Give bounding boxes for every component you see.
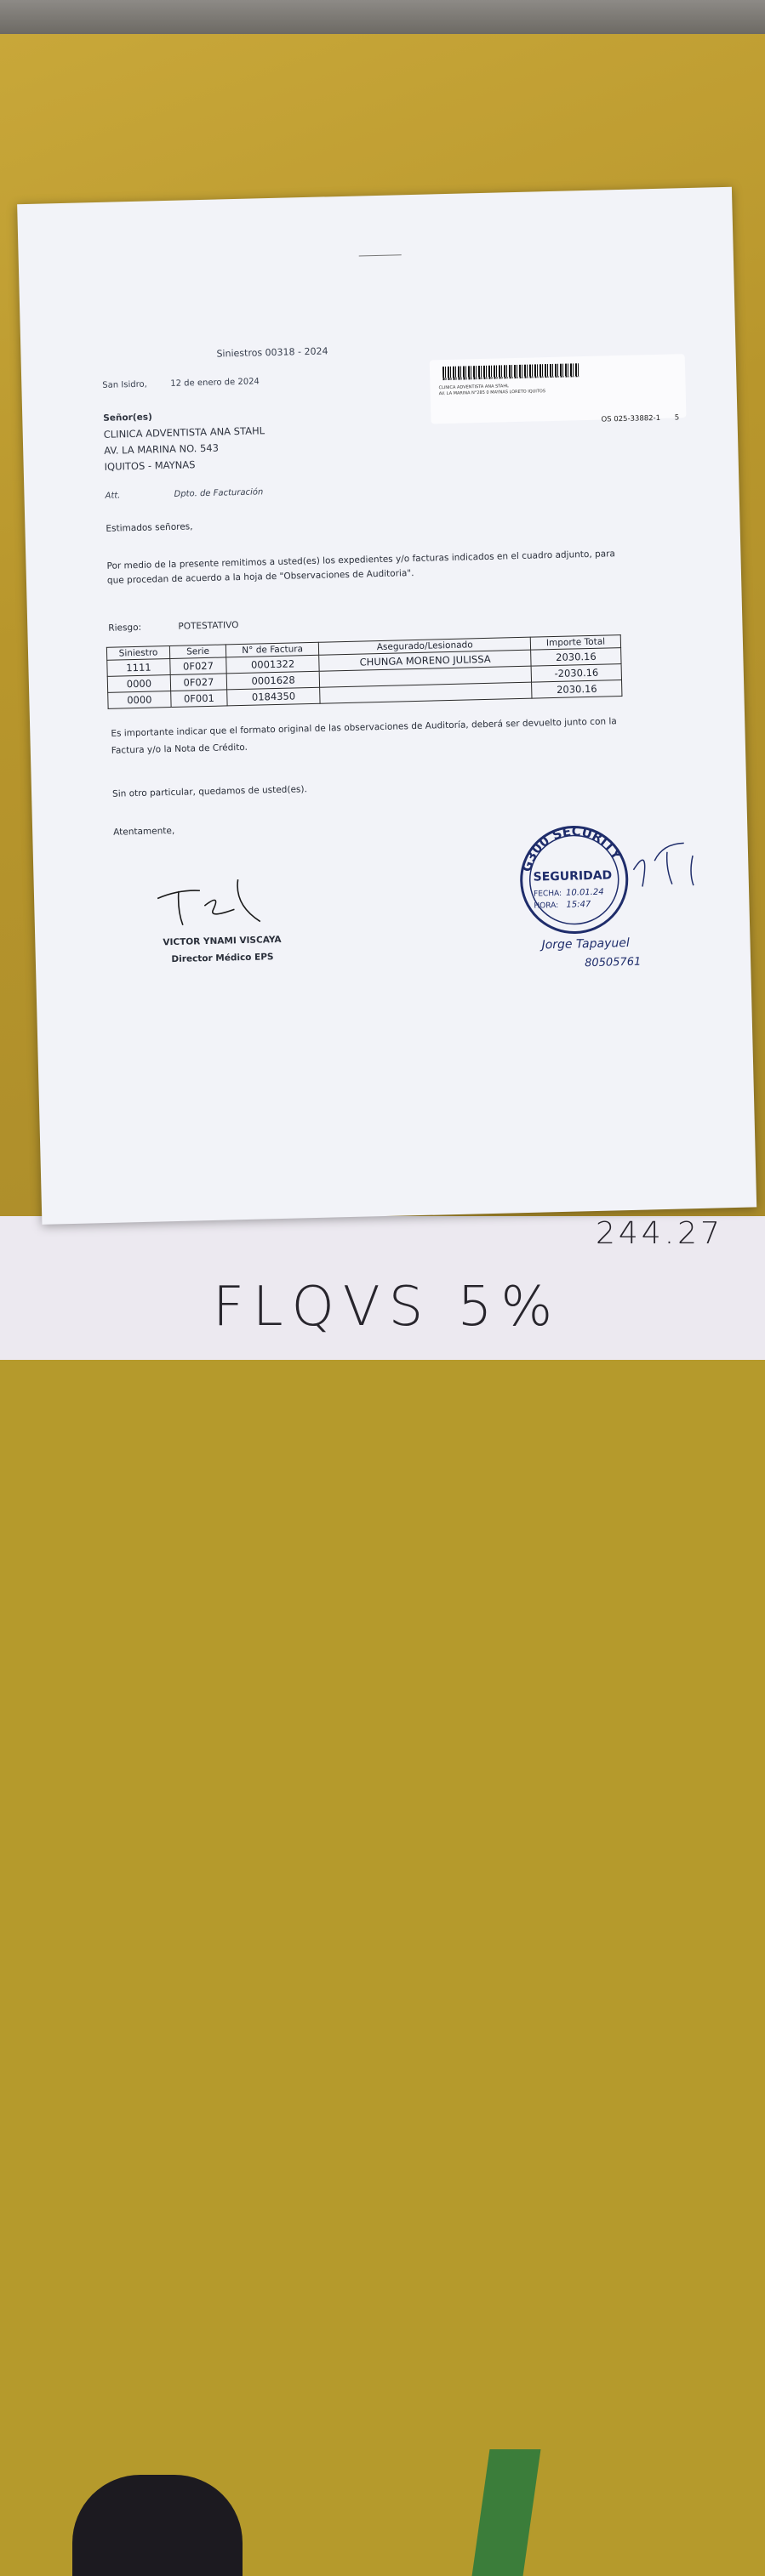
- sticker-line-2: AV. LA MARINA N°285 0 MAYNAS LORETO IQUITOS: [438, 389, 546, 397]
- top-strip: [0, 0, 765, 34]
- pen: [472, 2449, 541, 2576]
- reception-sticker: [430, 354, 687, 424]
- cell: 2030.16: [532, 680, 622, 699]
- col-factura: N° de Factura: [226, 642, 318, 657]
- stamp-fecha-value: 10.01.24: [565, 887, 604, 898]
- cell: 0000: [107, 675, 170, 693]
- col-serie: Serie: [169, 645, 226, 659]
- risk-value: POTESTATIVO: [178, 620, 239, 632]
- closing: Atentamente,: [113, 825, 175, 838]
- att-value: Dpto. de Facturación: [174, 487, 264, 499]
- stamp-hora-label: HORA:: [534, 901, 559, 911]
- stamp-handwritten-id: 80505761: [584, 955, 642, 970]
- place: San Isidro,: [102, 379, 147, 390]
- handwritten-number: 244.27: [596, 1216, 723, 1251]
- barcode-icon: [442, 363, 579, 380]
- stamp-center: SEGURIDAD: [533, 868, 613, 884]
- recipient-line: CLINICA ADVENTISTA ANA STAHL: [103, 424, 265, 441]
- cell: 0F027: [170, 657, 227, 675]
- salutation-label: Señor(es): [103, 412, 152, 424]
- stamp-ring-text: G300 SECURITY: [518, 823, 625, 874]
- col-siniestro: Siniestro: [106, 646, 169, 661]
- recipient-line: IQUITOS - MAYNAS: [104, 458, 196, 473]
- invoice-table: [106, 634, 623, 709]
- cell: 0F001: [171, 690, 228, 708]
- cell: 0001322: [226, 655, 320, 674]
- greeting: Estimados señores,: [106, 521, 193, 534]
- reference-number: Siniestros 00318 - 2024: [216, 345, 328, 360]
- sticker-code: OS 025-33882-1 5: [601, 413, 680, 424]
- signer-title: Director Médico EPS: [171, 952, 274, 965]
- paragraph-3: Sin otro particular, quedamos de usted(es).: [111, 784, 308, 799]
- col-asegurado: Asegurado/Lesionado: [319, 637, 531, 655]
- cell: 2030.16: [531, 648, 621, 667]
- letter-sheet: [17, 187, 756, 1225]
- col-importe: Importe Total: [531, 635, 621, 651]
- handwritten-text: FLQVS 5%: [213, 1276, 562, 1339]
- attention-line: [105, 487, 263, 501]
- cell: 0001628: [226, 671, 320, 690]
- risk-label: Riesgo:: [108, 622, 142, 634]
- dark-object: [72, 2475, 243, 2576]
- cell: 0F027: [170, 674, 227, 691]
- cell: CHUNGA MORENO JULISSA: [319, 650, 531, 671]
- date: 12 de enero de 2024: [170, 377, 260, 389]
- cell: 0184350: [227, 687, 321, 706]
- att-label: Att.: [105, 491, 121, 501]
- sticker-line-1: CLINICA ADVENTISTA ANA STAHL: [438, 384, 509, 391]
- signer-name: VICTOR YNAMI VISCAYA: [163, 934, 282, 948]
- risk-line: [108, 620, 238, 634]
- stamp-handwritten-name: Jorge Tapayuel: [541, 935, 630, 952]
- paragraph-2: Es importante indicar que el formato original de las observaciones de Auditoría, deberá ser devuelto junto con la Factura y/o la Nota de Crédito.: [111, 716, 617, 756]
- signature-icon: [152, 870, 273, 941]
- security-stamp: [513, 816, 722, 992]
- recipient-line: AV. LA MARINA NO. 543: [104, 441, 220, 457]
- paragraph-1: Por medio de la presente remitimos a usted(es) los expedientes y/o facturas indicados en el cuadro adjunto, para que procedan de acuerdo a la hoja de "Observaciones de Auditoria".: [106, 549, 616, 586]
- stamp-hora-value: 15:47: [566, 900, 591, 910]
- cell: 0000: [108, 691, 171, 709]
- stamp-fecha-label: FECHA:: [534, 889, 562, 899]
- pen-mark: [358, 246, 401, 256]
- signer-block: [163, 931, 282, 968]
- cell: 1111: [107, 659, 170, 677]
- cell: -2030.16: [531, 664, 621, 683]
- recipient-block: [103, 407, 265, 475]
